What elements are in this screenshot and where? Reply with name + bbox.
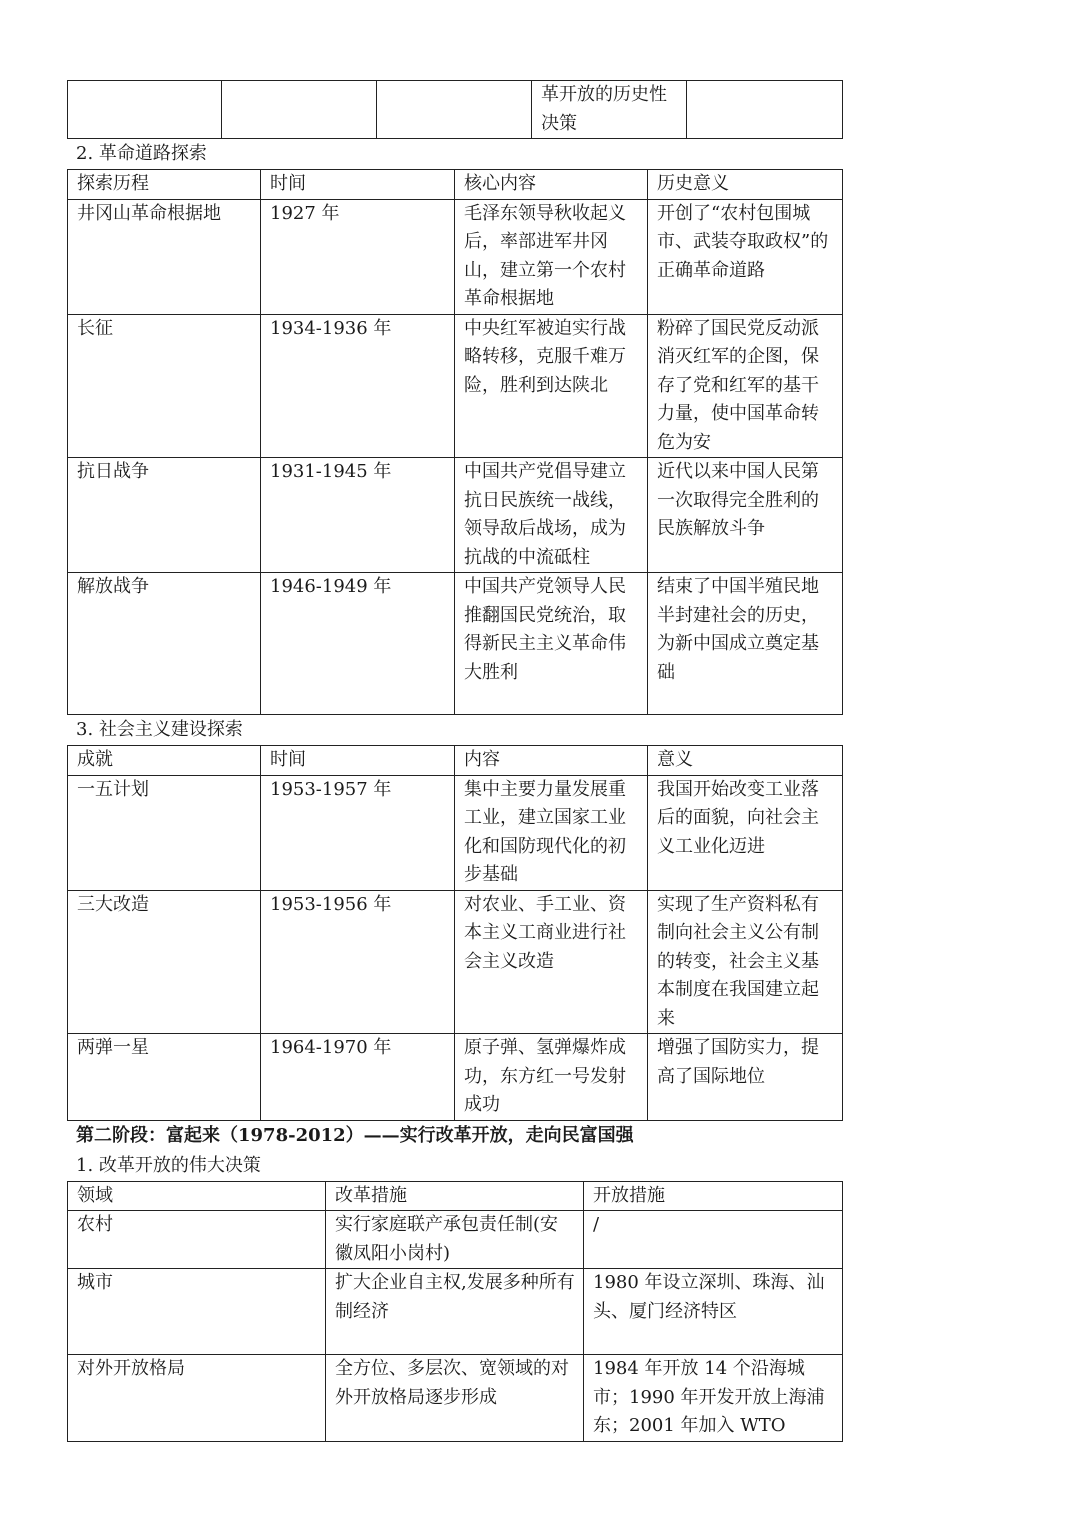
table-cell: 1931-1945 年 xyxy=(261,458,455,573)
table-cell: 1934-1936 年 xyxy=(261,314,455,458)
table-cell: 两弹一星 xyxy=(68,1034,261,1121)
column-header: 时间 xyxy=(261,170,455,200)
table-cell: 井冈山革命根据地 xyxy=(68,199,261,314)
table-cell: 中央红军被迫实行战略转移，克服千难万险，胜利到达陕北 xyxy=(455,314,648,458)
column-header: 历史意义 xyxy=(648,170,843,200)
column-header: 改革措施 xyxy=(326,1181,584,1211)
table-row xyxy=(68,573,843,715)
table-cell: 对农业、手工业、资本主义工商业进行社会主义改造 xyxy=(455,890,648,1034)
section-title-revolution: 2. 革命道路探索 xyxy=(76,143,207,164)
table-cell: 我国开始改变工业落后的面貌，向社会主义工业化迈进 xyxy=(648,775,843,890)
table-cell: 长征 xyxy=(68,314,261,458)
table-row xyxy=(68,458,843,573)
document-page xyxy=(67,80,842,1442)
column-header: 内容 xyxy=(455,746,648,776)
table-row xyxy=(68,199,843,314)
column-header: 意义 xyxy=(648,746,843,776)
column-header: 核心内容 xyxy=(455,170,648,200)
table-cell: 解放战争 xyxy=(68,573,261,715)
table-row xyxy=(68,1211,843,1269)
table-cell: 城市 xyxy=(68,1269,326,1355)
table-cell: 实现了生产资料私有制向社会主义公有制的转变，社会主义基本制度在我国建立起来 xyxy=(648,890,843,1034)
table-header-row xyxy=(68,1181,843,1211)
table-cell: 1927 年 xyxy=(261,199,455,314)
table-cell: 粉碎了国民党反动派消灭红军的企图，保存了党和红军的基干力量，使中国革命转危为安 xyxy=(648,314,843,458)
table-header-row xyxy=(68,746,843,776)
table-cell: 农村 xyxy=(68,1211,326,1269)
table-cell: 1953-1957 年 xyxy=(261,775,455,890)
table-row xyxy=(68,775,843,890)
column-header: 领域 xyxy=(68,1181,326,1211)
section-title-socialism: 3. 社会主义建设探索 xyxy=(76,719,243,740)
table-cell: 近代以来中国人民第一次取得完全胜利的民族解放斗争 xyxy=(648,458,843,573)
table-cell xyxy=(68,81,222,139)
table-cell: 抗日战争 xyxy=(68,458,261,573)
table-top-fragment xyxy=(67,80,843,139)
table-cell: 全方位、多层次、宽领域的对外开放格局逐步形成 xyxy=(326,1355,584,1442)
table-cell: 开创了“农村包围城市、武装夺取政权”的正确革命道路 xyxy=(648,199,843,314)
table-cell: 集中主要力量发展重工业，建立国家工业化和国防现代化的初步基础 xyxy=(455,775,648,890)
table-cell: 一五计划 xyxy=(68,775,261,890)
section-title-reform: 1. 改革开放的伟大决策 xyxy=(76,1154,261,1176)
table-cell: 三大改造 xyxy=(68,890,261,1034)
table-cell: 1964-1970 年 xyxy=(261,1034,455,1121)
table-cell: / xyxy=(584,1211,843,1269)
table-cell: 结束了中国半殖民地半封建社会的历史，为新中国成立奠定基础 xyxy=(648,573,843,715)
column-header: 时间 xyxy=(261,746,455,776)
table-header-row xyxy=(68,170,843,200)
table-cell: 革开放的历史性决策 xyxy=(532,81,687,139)
column-header: 探索历程 xyxy=(68,170,261,200)
table-cell xyxy=(687,81,843,139)
table-cell: 1984 年开放 14 个沿海城市；1990 年开发开放上海浦东；2001 年加入 WTO xyxy=(584,1355,843,1442)
table-cell: 中国共产党倡导建立抗日民族统一战线，领导敌后战场，成为抗战的中流砥柱 xyxy=(455,458,648,573)
table-cell xyxy=(377,81,532,139)
table-cell: 1953-1956 年 xyxy=(261,890,455,1034)
table-row xyxy=(68,81,843,139)
table-cell: 1980 年设立深圳、珠海、汕头、厦门经济特区 xyxy=(584,1269,843,1355)
table-cell: 对外开放格局 xyxy=(68,1355,326,1442)
table-cell: 增强了国防实力，提高了国际地位 xyxy=(648,1034,843,1121)
stage-heading: 第二阶段：富起来（1978-2012）——实行改革开放，走向民富国强 xyxy=(76,1124,634,1146)
table-cell: 1946-1949 年 xyxy=(261,573,455,715)
table-socialist-construction xyxy=(67,745,843,1121)
table-cell: 实行家庭联产承包责任制(安徽凤阳小岗村) xyxy=(326,1211,584,1269)
table-row xyxy=(68,1034,843,1121)
table-revolution-path xyxy=(67,169,843,715)
table-cell: 中国共产党领导人民推翻国民党统治，取得新民主主义革命伟大胜利 xyxy=(455,573,648,715)
table-row xyxy=(68,314,843,458)
table-row xyxy=(68,1355,843,1442)
table-row xyxy=(68,890,843,1034)
table-cell xyxy=(222,81,377,139)
column-header: 成就 xyxy=(68,746,261,776)
table-cell: 原子弹、氢弹爆炸成功，东方红一号发射成功 xyxy=(455,1034,648,1121)
table-cell: 扩大企业自主权,发展多种所有制经济 xyxy=(326,1269,584,1355)
table-reform-opening xyxy=(67,1181,843,1442)
table-cell: 毛泽东领导秋收起义后，率部进军井冈山，建立第一个农村革命根据地 xyxy=(455,199,648,314)
column-header: 开放措施 xyxy=(584,1181,843,1211)
table-row xyxy=(68,1269,843,1355)
